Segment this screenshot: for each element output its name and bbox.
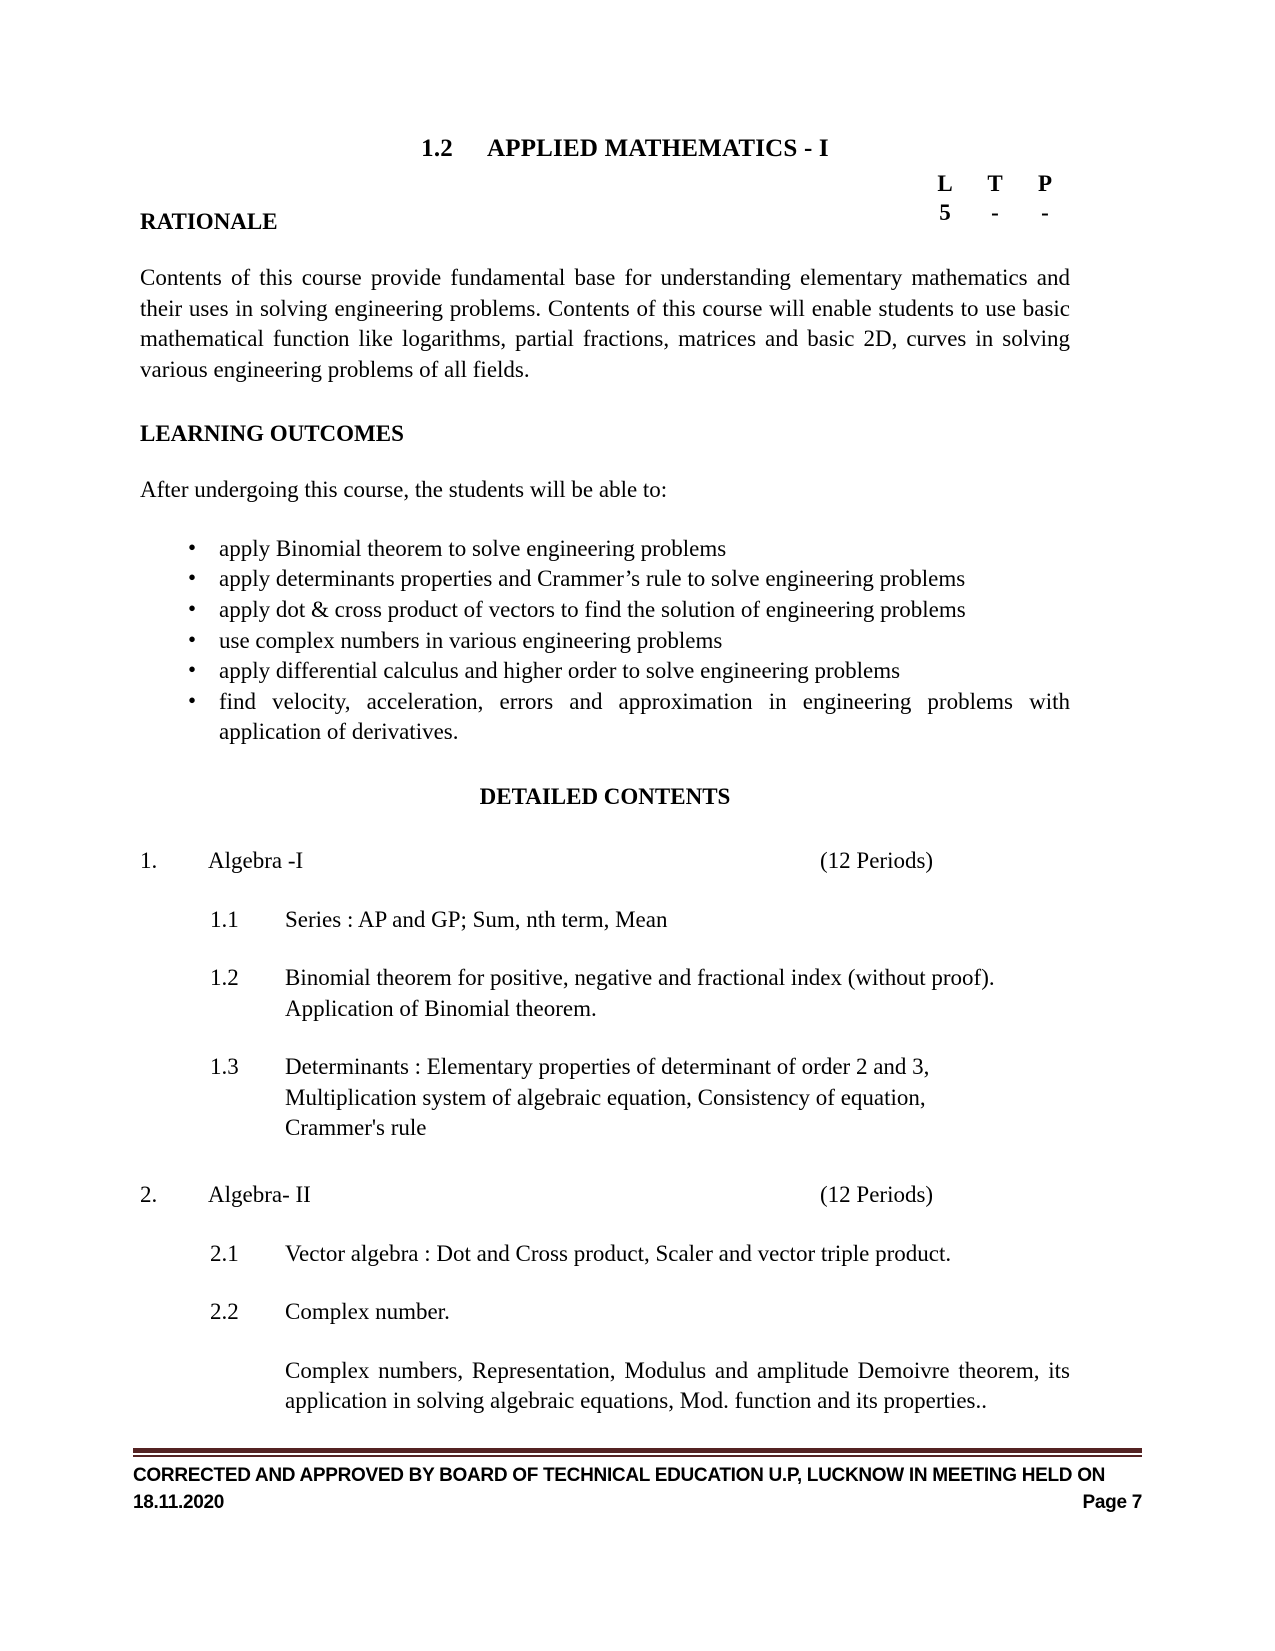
subtopic-row: [140, 963, 1070, 994]
rationale-paragraph: Contents of this course provide fundamental base for understanding elementary mathematics and their uses in solving engineering problems. Contents of this course will enable students to use basic mathematical function like logarithms, partial fractions, matrices and basic 2D, curves in solving various engineering problems of all fields.: [140, 265, 1070, 382]
bullet-icon: •: [188, 626, 197, 652]
list-item-text: apply differential calculus and higher order to solve engineering problems: [219, 658, 901, 684]
page-title-number: 1.2: [421, 135, 453, 162]
subtopic-number: 1.2: [210, 965, 239, 991]
rationale-heading: RATIONALE: [140, 209, 278, 234]
complex-number-paragraph: Complex numbers, Representation, Modulus and amplitude Demoivre theorem, its application in solving algebraic equations, Mod. function and its properties..: [285, 1357, 1070, 1414]
list-item-text: apply dot & cross product of vectors to find the solution of engineering problems: [219, 597, 966, 623]
bullet-icon: •: [188, 596, 197, 622]
subtopic-text: Binomial theorem for positive, negative and fractional index (without proof).: [285, 965, 995, 991]
subtopic-row: [140, 1239, 1070, 1270]
list-item: [188, 564, 1070, 595]
footer-date: 18.11.2020: [133, 1492, 225, 1514]
topic-periods: (12 Periods): [820, 847, 934, 873]
subtopic-text: Complex number.: [285, 1299, 450, 1325]
list-item-text: use complex numbers in various engineering problems: [219, 627, 723, 653]
bullet-icon: •: [188, 565, 197, 591]
ltp-value-t: -: [991, 200, 999, 225]
bullet-icon: •: [188, 534, 197, 560]
subtopic-number: 1.3: [210, 1054, 239, 1080]
learning-outcomes-list: [140, 534, 1070, 748]
subtopic-text: Determinants : Elementary properties of determinant of order 2 and 3,: [285, 1054, 930, 1080]
bullet-icon: •: [188, 657, 197, 683]
page-title-text: APPLIED MATHEMATICS - I: [486, 135, 829, 162]
page-title: [140, 135, 1070, 163]
subtopic-number: 1.1: [210, 906, 239, 932]
ltp-label-t: T: [987, 171, 1003, 196]
subtopic-number: 2.2: [210, 1299, 239, 1325]
page-footer: [133, 1448, 1142, 1517]
footer-approval-text: CORRECTED AND APPROVED BY BOARD OF TECHNICAL EDUCATION U.P, LUCKNOW IN MEETING HELD ON: [133, 1465, 1106, 1487]
list-item-text: apply determinants properties and Crammer’s rule to solve engineering problems: [219, 566, 966, 592]
list-item: [188, 534, 1070, 565]
ltp-label-p: P: [1037, 171, 1053, 196]
topic-periods: (12 Periods): [820, 1181, 934, 1207]
subtopic-row: [140, 1052, 1070, 1083]
ltp-labels-row: [920, 171, 1070, 197]
subtopic-row: [140, 1297, 1070, 1328]
subtopic-row: [140, 905, 1070, 936]
topic-name: Algebra- II: [208, 1181, 311, 1207]
learning-outcomes-intro: After undergoing this course, the students will be able to:: [140, 477, 668, 503]
list-item-text: apply Binomial theorem to solve engineering problems: [219, 535, 727, 561]
topic-row: [140, 1180, 1070, 1211]
ltp-values-row: [920, 200, 1070, 226]
ltp-label-l: L: [937, 171, 953, 196]
footer-page-number: Page 7: [1082, 1492, 1142, 1514]
ltp-block: [900, 171, 1070, 226]
subtopic-number: 2.1: [210, 1240, 239, 1266]
topic-number: 1.: [140, 847, 158, 873]
bullet-icon: •: [188, 687, 197, 713]
list-item: [188, 595, 1070, 626]
topic-row: [140, 846, 1070, 877]
ltp-value-p: -: [1041, 200, 1049, 225]
footer-rule-thin: [133, 1455, 1142, 1457]
subtopic-continuation: Application of Binomial theorem.: [285, 995, 597, 1021]
subtopic-continuation: Multiplication system of algebraic equation, Consistency of equation,: [285, 1084, 926, 1110]
list-item-text: find velocity, acceleration, errors and approximation in engineering problems with application of derivatives.: [219, 688, 1070, 745]
topic-name: Algebra -I: [208, 847, 304, 873]
detailed-contents-heading: DETAILED CONTENTS: [479, 783, 731, 809]
list-item: [188, 626, 1070, 657]
subtopic-continuation-2: Crammer's rule: [285, 1115, 427, 1141]
ltp-value-l: 5: [939, 200, 951, 225]
subtopic-text: Series : AP and GP; Sum, nth term, Mean: [285, 906, 668, 932]
topic-number: 2.: [140, 1181, 158, 1207]
subtopic-text: Vector algebra : Dot and Cross product, Scaler and vector triple product.: [285, 1240, 952, 1266]
list-item: [188, 656, 1070, 687]
page-content: [140, 135, 1070, 1417]
footer-bottom-row: [133, 1490, 1142, 1517]
learning-outcomes-heading: LEARNING OUTCOMES: [140, 421, 404, 447]
list-item: [188, 687, 1070, 748]
